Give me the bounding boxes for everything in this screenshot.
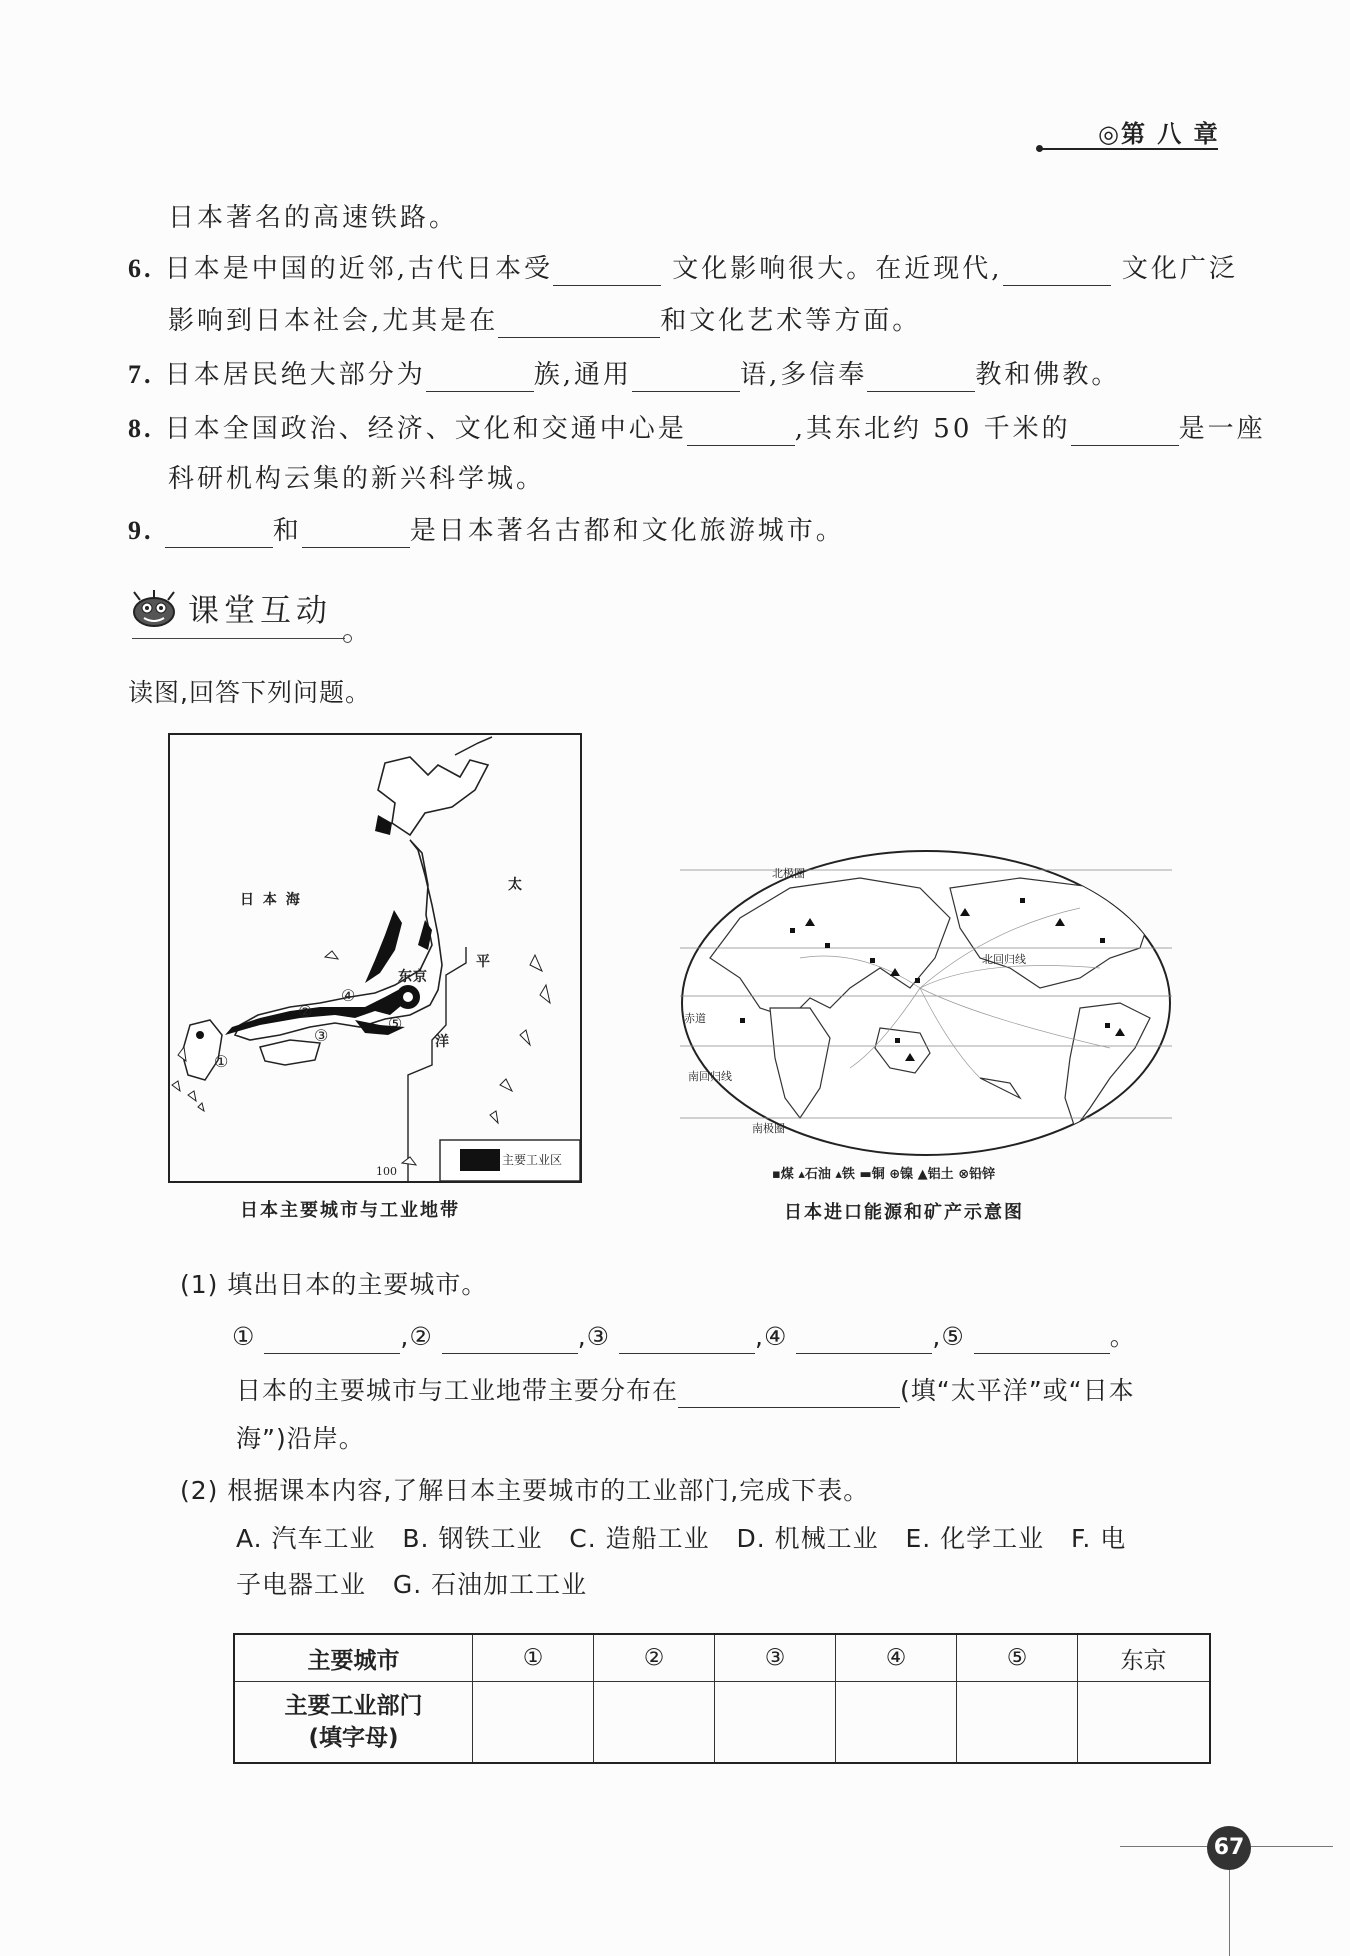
header-rule <box>1040 148 1218 150</box>
mascot-icon <box>130 588 178 628</box>
section-title: 课堂互动 <box>188 593 332 629</box>
question-6-line2: 影响到日本社会,尤其是在 和文化艺术等方面。 <box>168 306 922 336</box>
q2-options-line2: 子电器工业 G. 石油加工工业 <box>236 1570 588 1599</box>
table-row <box>234 1682 1210 1764</box>
marker-5: ⑤ <box>388 1014 406 1033</box>
question-8: 8. 日本全国政治、经济、文化和交通中心是 ,其东北约 50 千米的 是一座 <box>128 414 1266 444</box>
blank[interactable] <box>302 519 410 548</box>
japan-map <box>168 733 582 1183</box>
q1-label: (1) 填出日本的主要城市。 <box>180 1270 488 1299</box>
blank[interactable] <box>1071 417 1179 446</box>
question-9: 9. 和 是日本著名古都和文化旅游城市。 <box>128 516 845 546</box>
marker-2: ② <box>298 1002 316 1021</box>
blank[interactable] <box>264 1325 400 1354</box>
blank[interactable] <box>442 1325 578 1354</box>
table-row <box>234 1634 1210 1682</box>
equator-label: 赤道 <box>684 1012 706 1025</box>
blank[interactable] <box>974 1325 1110 1354</box>
tropic-north-label: 北回归线 <box>982 953 1026 966</box>
answer-cell[interactable] <box>715 1682 836 1764</box>
marker-3: ③ <box>314 1026 332 1045</box>
scale-label: 100 <box>376 1165 397 1178</box>
table-header-cell: ④ <box>836 1634 957 1682</box>
footer-vertical-rule <box>1229 1868 1230 1956</box>
q1-coast-question-line3: 海”)沿岸。 <box>236 1424 365 1453</box>
marker-1: ① <box>214 1052 232 1071</box>
blank[interactable] <box>498 309 660 338</box>
table-header-cell: 主要城市 <box>234 1634 473 1682</box>
table-row-head: 主要工业部门 (填字母) <box>234 1682 473 1764</box>
world-map-caption: 日本进口能源和矿产示意图 <box>784 1202 1024 1223</box>
tropic-south-label: 南回归线 <box>688 1070 732 1083</box>
q1-coast-question: 日本的主要城市与工业地带主要分布在 (填“太平洋”或“日本 <box>236 1374 1135 1408</box>
pacific-label-3: 洋 <box>435 1034 452 1050</box>
blank[interactable] <box>426 363 534 392</box>
instruction: 读图,回答下列问题。 <box>128 678 371 707</box>
question-8-line2: 科研机构云集的新兴科学城。 <box>168 464 546 494</box>
resource-legend: ▪煤 ▴石油 ▴铁 ▬铜 ⊕镍 ▲铝土 ⊗铅锌 <box>772 1167 996 1182</box>
pacific-label-2: 平 <box>476 954 493 970</box>
answer-cell[interactable] <box>473 1682 594 1764</box>
blank[interactable] <box>619 1325 755 1354</box>
question-7: 7. 日本居民绝大部分为 族,通用 语,多信奉 教和佛教。 <box>128 360 1121 390</box>
q1-city-blanks: ① ,② ,③ ,④ ,⑤ 。 <box>232 1320 1136 1354</box>
section-underline-dot <box>343 634 352 643</box>
marker-4: ④ <box>341 986 359 1005</box>
q2-label: (2) 根据课本内容,了解日本主要城市的工业部门,完成下表。 <box>180 1476 870 1505</box>
blank[interactable] <box>553 257 661 286</box>
q2-options-line1: A. 汽车工业 B. 钢铁工业 C. 造船工业 D. 机械工业 E. 化学工业 F. 电 <box>236 1524 1127 1553</box>
continuation-line: 日本著名的高速铁路。 <box>168 203 459 233</box>
chapter-header: ◎第 八 章 <box>1098 120 1220 148</box>
blank[interactable] <box>687 417 795 446</box>
answer-cell[interactable] <box>836 1682 957 1764</box>
header-dot <box>1036 145 1043 152</box>
question-6: 6. 日本是中国的近邻,古代日本受 文化影响很大。在近现代, 文化广泛 <box>128 254 1238 284</box>
antarctic-circle-label: 南极圈 <box>752 1122 785 1135</box>
japan-map-caption: 日本主要城市与工业地带 <box>240 1200 460 1221</box>
sea-of-japan-label: 日 本 海 <box>240 892 302 908</box>
table-header-cell: ① <box>473 1634 594 1682</box>
page-number: 67 <box>1207 1826 1251 1870</box>
legend-label: 主要工业区 <box>502 1153 563 1167</box>
table-header-cell: ③ <box>715 1634 836 1682</box>
answer-cell[interactable] <box>957 1682 1078 1764</box>
pacific-label-1: 太 <box>508 877 525 893</box>
answer-cell[interactable] <box>594 1682 715 1764</box>
blank[interactable] <box>1003 257 1111 286</box>
industry-table <box>233 1633 1211 1764</box>
answer-cell[interactable] <box>1078 1682 1211 1764</box>
section-underline <box>132 638 345 639</box>
world-map <box>680 848 1172 1182</box>
table-header-cell: ⑤ <box>957 1634 1078 1682</box>
blank[interactable] <box>632 363 740 392</box>
arctic-circle-label: 北极圈 <box>772 867 805 880</box>
blank[interactable] <box>796 1325 932 1354</box>
blank[interactable] <box>678 1379 900 1408</box>
blank[interactable] <box>165 519 273 548</box>
blank[interactable] <box>867 363 975 392</box>
table-header-cell: ② <box>594 1634 715 1682</box>
table-header-cell: 东京 <box>1078 1634 1211 1682</box>
tokyo-label: 东京 <box>398 969 428 985</box>
